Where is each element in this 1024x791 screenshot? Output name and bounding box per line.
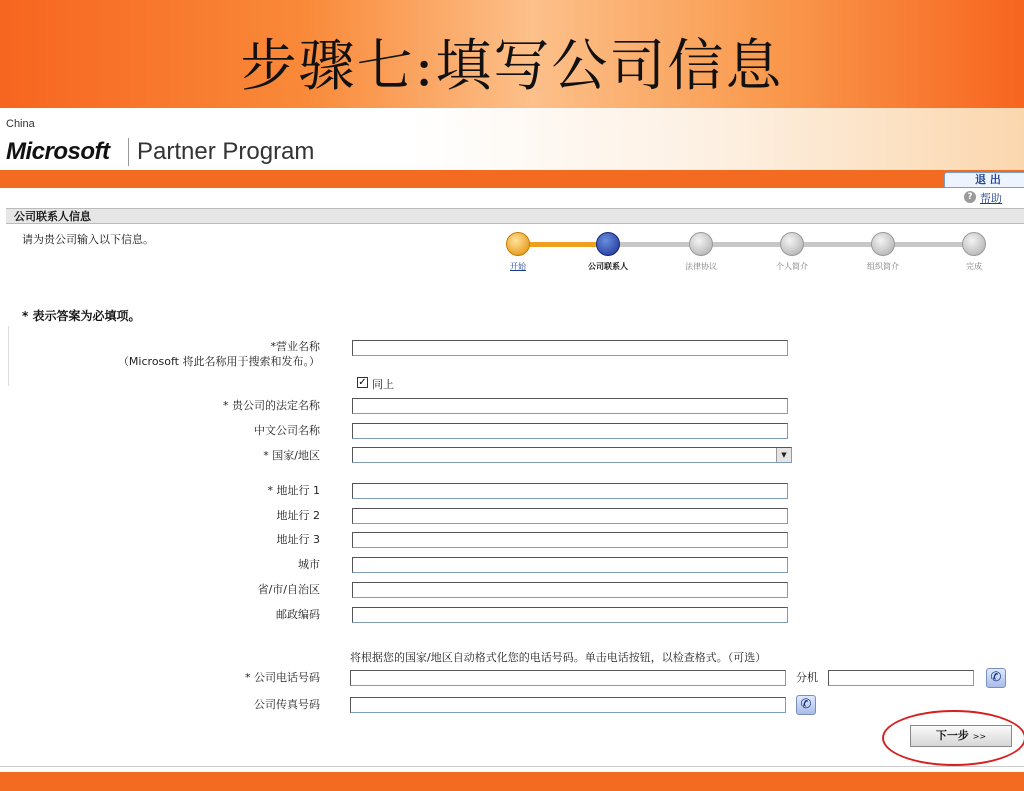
address2-label: 地址行 2 xyxy=(276,509,320,522)
step-label-legal: 法律协议 xyxy=(685,262,717,271)
country-label: * 国家/地区 xyxy=(263,449,320,462)
fax-input[interactable] xyxy=(350,697,786,713)
city-input[interactable] xyxy=(352,557,788,573)
microsoft-logo: Microsoft xyxy=(6,138,110,165)
intro-text: 请为贵公司输入以下信息。 xyxy=(22,233,154,246)
address3-label: 地址行 3 xyxy=(276,533,320,546)
phone-check-button[interactable]: ✆ xyxy=(986,668,1006,688)
step-label-complete: 完成 xyxy=(966,262,982,271)
slide-footer xyxy=(0,772,1024,791)
fax-label: 公司传真号码 xyxy=(254,698,320,711)
legal-name-label: * 贵公司的法定名称 xyxy=(223,399,320,412)
province-label: 省/市/自治区 xyxy=(257,583,320,596)
partner-portal-page xyxy=(0,108,1024,772)
phone-format-note: 将根据您的国家/地区自动格式化您的电话号码。单击电话按钮，以检查格式。（可选） xyxy=(350,651,767,664)
help-link[interactable]: 帮助 xyxy=(980,192,1002,205)
slide-title: 步骤七:填写公司信息 xyxy=(240,34,784,99)
progress-tracker xyxy=(506,232,988,282)
phone-label: * 公司电话号码 xyxy=(245,671,320,684)
business-name-note: （Microsoft 将此名称用于搜索和发布。） xyxy=(117,355,320,368)
program-name: Partner Program xyxy=(137,138,315,165)
postal-code-label: 邮政编码 xyxy=(276,608,320,621)
business-name-label: *营业名称 xyxy=(270,340,320,353)
step-label-personal: 个人简介 xyxy=(776,262,808,271)
slide-header xyxy=(0,0,1024,108)
same-as-above-checkbox[interactable]: ✓ xyxy=(358,377,367,388)
same-as-above-label: 同上 xyxy=(372,378,394,391)
step-dot-company-contact xyxy=(596,232,620,256)
country-select[interactable] xyxy=(352,447,792,463)
country-label: China xyxy=(6,118,35,130)
city-label: 城市 xyxy=(298,558,320,571)
step-label-company-contact: 公司联系人 xyxy=(588,262,628,271)
step-label-organization: 组织简介 xyxy=(867,262,899,271)
step-dot-organization xyxy=(871,232,895,256)
extension-label: 分机 xyxy=(796,671,818,684)
extension-input[interactable] xyxy=(828,670,974,686)
address2-input[interactable] xyxy=(352,508,788,524)
chevron-down-icon[interactable]: ▼ xyxy=(776,448,791,462)
step-dot-complete xyxy=(962,232,986,256)
logo-divider xyxy=(128,138,129,166)
phone-input[interactable] xyxy=(350,670,786,686)
postal-code-input[interactable] xyxy=(352,607,788,623)
required-note: * 表示答案为必填项。 xyxy=(22,309,141,323)
ms-banner xyxy=(0,108,1024,170)
chinese-name-input[interactable] xyxy=(352,423,788,439)
province-input[interactable] xyxy=(352,582,788,598)
logout-button[interactable]: 退 出 xyxy=(944,172,1024,188)
business-name-input[interactable] xyxy=(352,340,788,356)
address1-label: * 地址行 1 xyxy=(267,484,320,497)
footer-divider xyxy=(0,766,1024,767)
nav-bar xyxy=(0,170,1024,188)
legal-name-input[interactable] xyxy=(352,398,788,414)
address1-input[interactable] xyxy=(352,483,788,499)
next-button-label: 下一步 xyxy=(935,729,969,742)
step-dot-start xyxy=(506,232,530,256)
step-dot-personal xyxy=(780,232,804,256)
next-button[interactable] xyxy=(910,725,1012,747)
step-label-start[interactable]: 开始 xyxy=(510,262,526,271)
help-icon[interactable]: ? xyxy=(964,191,976,203)
step-dot-legal xyxy=(689,232,713,256)
address3-input[interactable] xyxy=(352,532,788,548)
fax-check-button[interactable]: ✆ xyxy=(796,695,816,715)
divider xyxy=(8,326,9,386)
chinese-name-label: 中文公司名称 xyxy=(254,424,320,437)
next-chevron-icon: >> xyxy=(972,732,987,741)
section-title: 公司联系人信息 xyxy=(6,208,1024,224)
